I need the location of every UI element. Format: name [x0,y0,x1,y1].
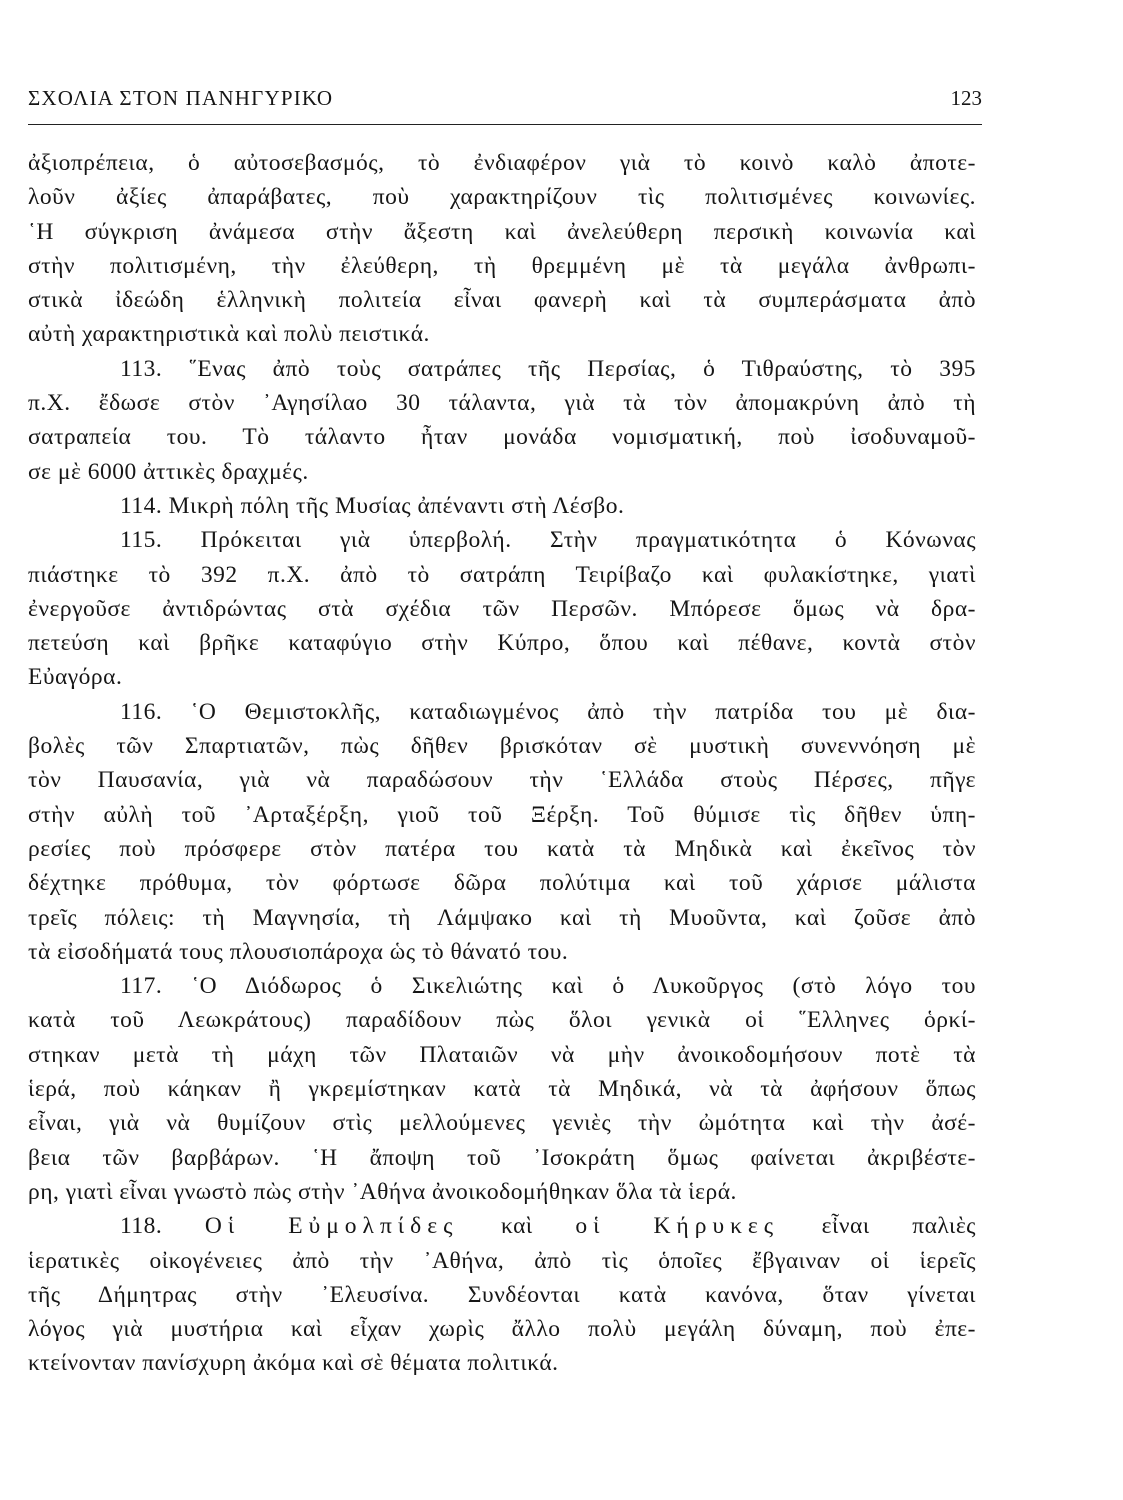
body-text [28,146,976,1381]
running-title: ΣΧΟΛΙΑ ΣΤΟΝ ΠΑΝΗΓΥΡΙΚΟ [28,86,334,110]
text-line: δέχτηκε πρόθυμα, τὸν φόρτωσε δῶρα πολύτιμα καὶ τοῦ χάρισε μάλιστα [28,870,976,897]
text-line: αὐτὴ χαρακτηριστικὰ καὶ πολὺ πειστικά. [28,321,430,348]
text-line: σατραπεία του. Τὸ τάλαντο ἦταν μονάδα νομισματική, ποὺ ἰσοδυναμοῦ- [28,424,976,451]
note-113-line: 113. ῞Ενας ἀπὸ τοὺς σατράπες τῆς Περσίας, ὁ Τιθραύστης, τὸ 395 [120,355,976,382]
text-line: τῆς Δήμητρας στὴν ᾿Ελευσίνα. Συνδέονται κατὰ κανόνα, ὅταν γίνεται [28,1281,976,1308]
text-line: κατὰ τοῦ Λεωκράτους) παραδίδουν πὼς ὅλοι γενικὰ οἱ ῞Ελληνες ὁρκί- [28,1007,976,1034]
text-line: στὴν πολιτισμένη, τὴν ἐλεύθερη, τὴ θρεμμένη μὲ τὰ μεγάλα ἀνθρωπι- [28,252,976,279]
text-line: ἱερατικὲς οἰκογένειες ἀπὸ τὴν ᾿Αθήνα, ἀπὸ τὶς ὁποῖες ἔβγαιναν οἱ ἱερεῖς [28,1247,976,1274]
text-line: λοῦν ἀξίες ἀπαράβατες, ποὺ χαρακτηρίζουν τὶς πολιτισμένες κοινωνίες. [28,184,976,211]
text-line: βεια τῶν βαρβάρων. ῾Η ἄποψη τοῦ ᾿Ισοκράτη ὅμως φαίνεται ἀκριβέστε- [28,1144,976,1171]
text-fragment: εἶναι παλιὲς [779,1213,976,1240]
text-line: τὰ εἰσοδήματά τους πλουσιοπάροχα ὡς τὸ θάνατό του. [28,938,569,965]
header-rule [28,124,982,125]
spaced-term: Οἱ Εὐμολπίδες [204,1213,459,1240]
note-118-line [28,1209,976,1243]
spaced-term: οἱ Κήρυκες [575,1213,780,1240]
text-line: π.Χ. ἔδωσε στὸν ᾿Αγησίλαο 30 τάλαντα, γιὰ τὰ τὸν ἀπομακρύνη ἀπὸ τὴ [28,390,976,417]
text-line: ῾Η σύγκριση ἀνάμεσα στὴν ἄξεστη καὶ ἀνελεύθερη περσικὴ κοινωνία καὶ [28,218,976,245]
text-line: ἱερά, ποὺ κάηκαν ἢ γκρεμίστηκαν κατὰ τὰ Μηδικά, νὰ τὰ ἀφήσουν ὅπως [28,1076,976,1103]
note-116-line: 116. ῾Ο Θεμιστοκλῆς, καταδιωγμένος ἀπὸ τὴν πατρίδα του μὲ δια- [120,698,976,725]
text-line: στηκαν μετὰ τὴ μάχη τῶν Πλαταιῶν νὰ μὴν ἀνοικοδομήσουν ποτὲ τὰ [28,1041,976,1068]
note-114-line: 114. Μικρὴ πόλη τῆς Μυσίας ἀπέναντι στὴ Λέσβο. [120,492,625,519]
text-line: στικὰ ἰδεώδη ἑλληνικὴ πολιτεία εἶναι φανερὴ καὶ τὰ συμπεράσματα ἀπὸ [28,287,976,314]
note-115-line: 115. Πρόκειται γιὰ ὑπερβολή. Στὴν πραγματικότητα ὁ Κόνωνας [120,527,976,554]
text-line: εἶναι, γιὰ νὰ θυμίζουν στὶς μελλούμενες γενιὲς τὴν ὠμότητα καὶ τὴν ἀσέ- [28,1110,976,1137]
text-line: βολὲς τῶν Σπαρτιατῶν, πὼς δῆθεν βρισκόταν σὲ μυστικὴ συνεννόηση μὲ [28,733,976,760]
note-117-line: 117. ῾Ο Διόδωρος ὁ Σικελιώτης καὶ ὁ Λυκοῦργος (στὸ λόγο του [120,973,976,1000]
note-number: 118. [120,1213,205,1240]
text-line: λόγος γιὰ μυστήρια καὶ εἶχαν χωρὶς ἄλλο πολὺ μεγάλη δύναμη, ποὺ ἐπε- [28,1316,976,1343]
text-line: ρη, γιατὶ εἶναι γνωστὸ πὼς στὴν ᾿Αθήνα ἀνοικοδομήθηκαν ὅλα τὰ ἱερά. [28,1178,737,1205]
text-line: πιάστηκε τὸ 392 π.Χ. ἀπὸ τὸ σατράπη Τειρίβαζο καὶ φυλακίστηκε, γιατὶ [28,561,976,588]
text-line: τρεῖς πόλεις: τὴ Μαγνησία, τὴ Λάμψακο καὶ τὴ Μυοῦντα, καὶ ζοῦσε ἀπὸ [28,904,976,931]
text-line: στὴν αὐλὴ τοῦ ᾿Αρταξέρξη, γιοῦ τοῦ Ξέρξη. Τοῦ θύμισε τὶς δῆθεν ὑπη- [28,801,976,828]
text-fragment: καὶ [458,1213,576,1240]
page-number: 123 [950,86,982,110]
text-line: Εὐαγόρα. [28,664,123,691]
text-line: πετεύση καὶ βρῆκε καταφύγιο στὴν Κύπρο, ὅπου καὶ πέθανε, κοντὰ στὸν [28,630,976,657]
text-line: ρεσίες ποὺ πρόσφερε στὸν πατέρα του κατὰ τὰ Μηδικὰ καὶ ἐκεῖνος τὸν [28,835,976,862]
text-line: κτείνονταν πανίσχυρη ἀκόμα καὶ σὲ θέματα πολιτικά. [28,1350,559,1377]
text-line: τὸν Παυσανία, γιὰ νὰ παραδώσουν τὴν ῾Ελλάδα στοὺς Πέρσες, πῆγε [28,767,976,794]
running-head [28,86,982,120]
text-line: ἐνεργοῦσε ἀντιδρώντας στὰ σχέδια τῶν Περσῶν. Μπόρεσε ὅμως νὰ δρα- [28,595,976,622]
text-line: ἀξιοπρέπεια, ὁ αὐτοσεβασμός, τὸ ἐνδιαφέρον γιὰ τὸ κοινὸ καλὸ ἀποτε- [28,150,976,176]
text-line: σε μὲ 6000 ἀττικὲς δραχμές. [28,458,309,485]
